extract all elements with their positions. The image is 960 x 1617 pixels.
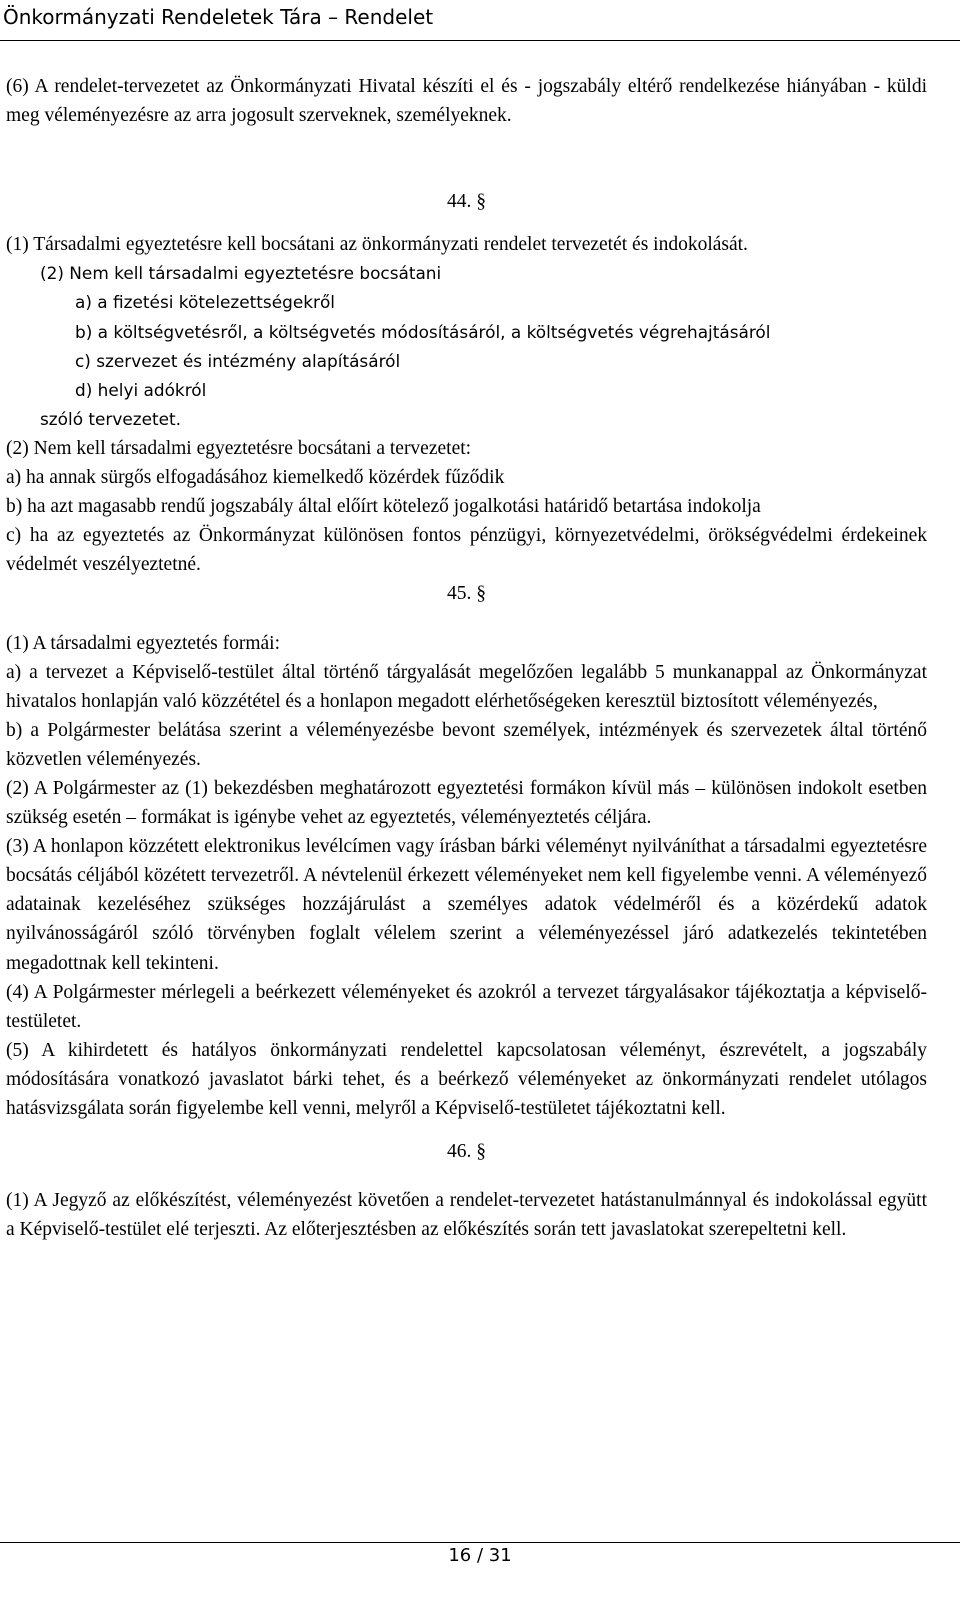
- document-header-title: Önkormányzati Rendeletek Tára – Rendelet: [3, 5, 434, 29]
- s45-paragraph-1-a: a) a tervezet a Képviselő-testület által történő tárgyalását megelőzően legalább 5 munkanappal az Önkormányzat hivatalos honlapján való közzététel és a honlapon megadott elérhetőségeken keresztül biztosított véleményezés,: [6, 661, 927, 712]
- s44-item-end: szóló tervezetet.: [40, 408, 182, 429]
- s44-item-a: a) a fizetési kötelezettségekről: [75, 292, 335, 313]
- s45-paragraph-4: (4) A Polgármester mérlegeli a beérkezett véleményeket és azokról a tervezet tárgyalásakor tájékoztatja a képviselő-testületet.: [6, 981, 927, 1032]
- footer-divider: [0, 1542, 960, 1543]
- s45-paragraph-2: (2) A Polgármester az (1) bekezdésben meghatározott egyeztetési formákon kívül más – különösen indokolt esetben szükség esetén – formákat is igénybe vehet az egyeztetés, véleményeztetés céljára.: [6, 777, 927, 829]
- section-44-heading: 44. §: [447, 191, 486, 213]
- s44-item-d: d) helyi adókról: [75, 379, 207, 400]
- paragraph-6: (6) A rendelet-tervezetet az Önkormányzati Hivatal készíti el és - jogszabály eltérő rendelkezése hiányában - küldi meg véleményezésre az arra jogosult szerveknek, személyeknek.: [6, 76, 927, 127]
- s44-paragraph-2: (2) Nem kell társadalmi egyeztetésre bocsátani: [40, 263, 442, 284]
- s44-paragraph-2b-a: a) ha annak sürgős elfogadásához kiemelkedő közérdek fűződik: [6, 467, 505, 489]
- s44-item-b: b) a költségvetésről, a költségvetés módosításáról, a költségvetés végrehajtásáról: [75, 321, 771, 342]
- page-number: 16 / 31: [448, 1545, 512, 1566]
- s44-paragraph-2b-b: b) ha azt magasabb rendű jogszabály által előírt kötelező jogalkotási határidő betartása indokolja: [6, 496, 761, 518]
- s45-paragraph-5: (5) A kihirdetett és hatályos önkormányzati rendelettel kapcsolatosan véleményt, észrevételt, a jogszabály módosítására vonatkozó javaslatot bárki tehet, és a beérkező véleményeket az önkormányzati rendelet utólagos hatásvizsgálata során figyelembe kell venni, melyről a Képviselő-testületet tájékoztatni kell.: [6, 1039, 927, 1119]
- s45-paragraph-3: (3) A honlapon közzétett elektronikus levélcímen vagy írásban bárki véleményt nyilváníthat a társadalmi egyeztetésre bocsátás céljából közétett tervezetről. A névtelenül érkezett véleményeket nem kell figyelembe venni. A véleményező adatainak kezeléséhez szükséges hozzájárulást a személyes adatok védelméről és a közérdekű adatok nyilvánosságáról szóló törvényben foglalt vélelem szerint a véleményezéssel járó adatkezelés tekintetében megadottnak kell tekinteni.: [6, 836, 927, 974]
- s44-item-c: c) szervezet és intézmény alapításáról: [75, 350, 401, 371]
- section-46-heading: 46. §: [447, 1141, 486, 1163]
- document-body: [6, 72, 927, 1244]
- header-divider: [0, 40, 960, 41]
- s44-paragraph-2b-c: c) ha az egyeztetés az Önkormányzat különösen fontos pénzügyi, környezetvédelmi, örökségvédelmi érdekeinek védelmét veszélyeztetné.: [6, 525, 927, 576]
- s46-paragraph-1: (1) A Jegyző az előkészítést, véleményezést követően a rendelet-tervezetet hatástanulmánnyal és indokolással együtt a Képviselő-testület elé terjeszti. Az előterjesztésben az előkészítés során tett javaslatokat szerepeltetni kell.: [6, 1190, 927, 1241]
- s44-paragraph-2b: (2) Nem kell társadalmi egyeztetésre bocsátani a tervezetet:: [6, 437, 472, 459]
- s45-paragraph-1: (1) A társadalmi egyeztetés formái:: [6, 632, 280, 654]
- s45-paragraph-1-b: b) a Polgármester belátása szerint a véleményezésbe bevont személyek, intézmények és szervezetek által történő közvetlen véleményezés.: [6, 719, 927, 770]
- section-45-heading: 45. §: [447, 583, 486, 605]
- s44-paragraph-1: (1) Társadalmi egyeztetésre kell bocsátani az önkormányzati rendelet tervezetét és indokolását.: [6, 234, 748, 256]
